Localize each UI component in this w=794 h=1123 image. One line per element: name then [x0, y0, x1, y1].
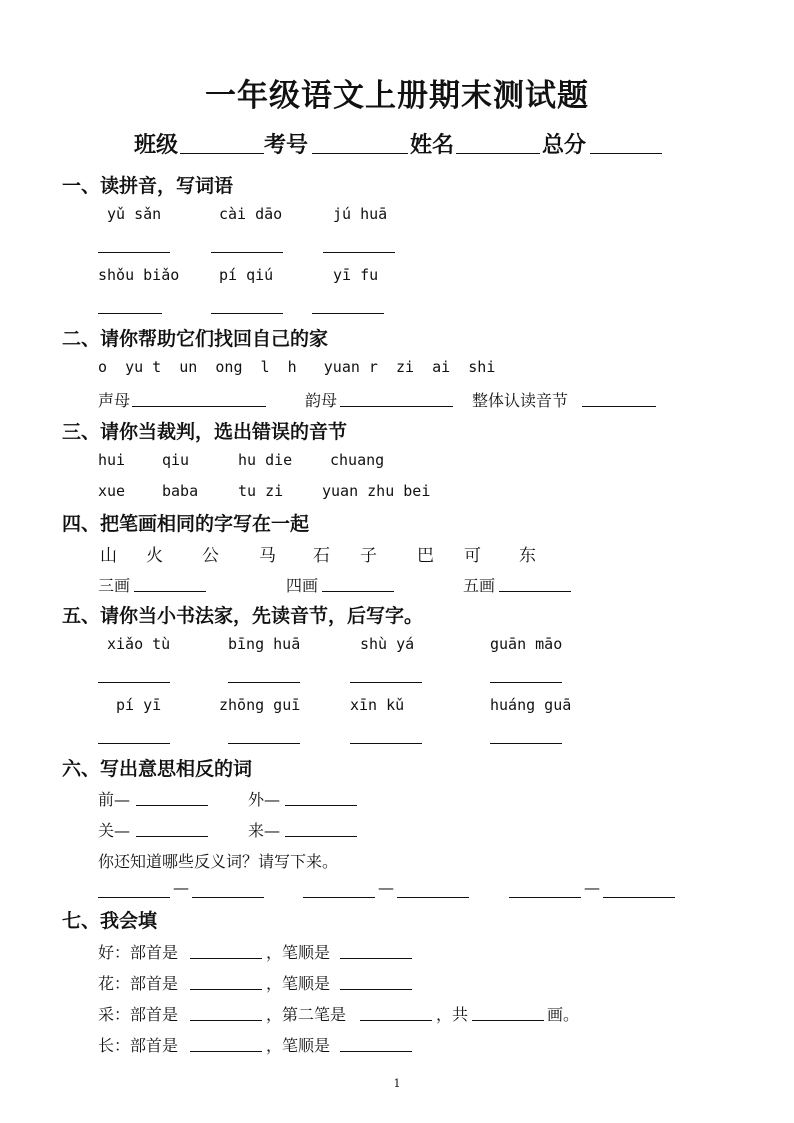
stroke-order-prompt: ，笔顺是 [266, 974, 331, 993]
syllable-option[interactable]: xue [98, 482, 126, 500]
antonym-prompt: 关— [98, 821, 131, 840]
antonym-pair-blank[interactable] [98, 897, 170, 898]
pinyin-item: guān māo [490, 635, 563, 653]
score-blank[interactable] [590, 153, 662, 154]
character: 火 [146, 546, 163, 566]
antonym-blank[interactable] [285, 836, 357, 837]
pinyin-item: jú huā [333, 205, 388, 223]
three-strokes-label: 三画 [98, 576, 131, 595]
class-blank[interactable] [180, 153, 264, 154]
radical-prompt: 花：部首是 [98, 974, 179, 993]
pinyin-item: huáng guā [490, 696, 572, 714]
three-strokes-blank[interactable] [134, 591, 206, 592]
yunmu-blank[interactable] [340, 406, 453, 407]
four-strokes-blank[interactable] [322, 591, 394, 592]
stroke-count-blank[interactable] [472, 1020, 544, 1021]
stroke-order-prompt: ，笔顺是 [266, 943, 331, 962]
section-6-heading: 六、写出意思相反的词 [62, 758, 253, 780]
character: 东 [519, 546, 536, 566]
four-strokes-label: 四画 [286, 576, 319, 595]
antonym-pair-blank[interactable] [192, 897, 264, 898]
section-3-heading: 三、请你当裁判，选出错误的音节 [62, 421, 348, 443]
antonym-pair-blank[interactable] [303, 897, 375, 898]
section-7-heading: 七、我会填 [62, 910, 158, 932]
answer-blank[interactable] [490, 743, 562, 744]
stroke-count-suffix: 画。 [547, 1005, 580, 1024]
answer-blank[interactable] [350, 682, 422, 683]
zhengti-label: 整体认读音节 [472, 391, 569, 410]
pinyin-item: xīn kǔ [350, 696, 405, 714]
answer-blank[interactable] [490, 682, 562, 683]
antonym-dash: — [378, 878, 394, 897]
antonym-pair-blank[interactable] [509, 897, 581, 898]
answer-blank[interactable] [211, 313, 283, 314]
answer-blank[interactable] [323, 252, 395, 253]
five-strokes-blank[interactable] [499, 591, 571, 592]
stroke-order-blank[interactable] [340, 1051, 412, 1052]
answer-blank[interactable] [228, 743, 300, 744]
antonym-prompt: 外— [248, 790, 281, 809]
shengmu-blank[interactable] [132, 406, 266, 407]
answer-blank[interactable] [312, 313, 384, 314]
class-label: 班级 [134, 132, 179, 158]
antonym-prompt: 前— [98, 790, 131, 809]
character: 公 [202, 546, 219, 566]
second-stroke-blank[interactable] [360, 1020, 432, 1021]
name-blank[interactable] [456, 153, 540, 154]
section-5-heading: 五、请你当小书法家，先读音节，后写字。 [62, 605, 424, 627]
stroke-order-blank[interactable] [340, 989, 412, 990]
pinyin-item: yī fu [333, 266, 379, 284]
antonym-extra-prompt: 你还知道哪些反义词？请写下来。 [98, 852, 339, 871]
antonym-blank[interactable] [136, 836, 208, 837]
character: 巴 [417, 546, 434, 566]
section-1-heading: 一、读拼音，写词语 [62, 175, 234, 197]
answer-blank[interactable] [211, 252, 283, 253]
pinyin-item: bīng huā [228, 635, 301, 653]
zhengti-blank[interactable] [582, 406, 656, 407]
character: 可 [464, 546, 481, 566]
exam-number-label: 考号 [264, 132, 309, 158]
exam-number-blank[interactable] [312, 153, 408, 154]
shengmu-label: 声母 [98, 391, 131, 410]
pinyin-item: yǔ sǎn [107, 205, 162, 223]
character: 石 [313, 546, 330, 566]
radical-blank[interactable] [190, 958, 262, 959]
radical-prompt: 采：部首是 [98, 1005, 179, 1024]
character: 山 [100, 546, 117, 566]
pinyin-item: shǒu biǎo [98, 266, 180, 284]
syllable-option[interactable]: tu zi [238, 482, 284, 500]
answer-blank[interactable] [98, 743, 170, 744]
radical-blank[interactable] [190, 1051, 262, 1052]
score-label: 总分 [542, 132, 587, 158]
antonym-dash: — [584, 878, 600, 897]
answer-blank[interactable] [98, 313, 162, 314]
page-number: 1 [393, 1077, 401, 1090]
syllable-option[interactable]: qiu [162, 451, 190, 469]
answer-blank[interactable] [98, 252, 170, 253]
five-strokes-label: 五画 [463, 576, 496, 595]
yunmu-label: 韵母 [305, 391, 338, 410]
name-label: 姓名 [410, 132, 455, 158]
section-4-heading: 四、把笔画相同的字写在一起 [62, 513, 310, 535]
syllable-option[interactable]: yuan zhu bei [322, 482, 431, 500]
syllable-option[interactable]: baba [162, 482, 199, 500]
section-2-heading: 二、请你帮助它们找回自己的家 [62, 328, 329, 350]
pinyin-item: shù yá [360, 635, 415, 653]
answer-blank[interactable] [98, 682, 170, 683]
pinyin-item: zhōng guī [219, 696, 301, 714]
syllable-list: o yu t un ong l h yuan r zi ai shi [98, 358, 496, 376]
radical-blank[interactable] [190, 989, 262, 990]
syllable-option[interactable]: hu die [238, 451, 293, 469]
radical-prompt: 长：部首是 [98, 1036, 179, 1055]
radical-prompt: 好：部首是 [98, 943, 179, 962]
syllable-option[interactable]: chuang [330, 451, 385, 469]
stroke-order-prompt: ，笔顺是 [266, 1036, 331, 1055]
syllable-option[interactable]: hui [98, 451, 126, 469]
pinyin-item: xiǎo tù [107, 635, 171, 653]
stroke-order-blank[interactable] [340, 958, 412, 959]
answer-blank[interactable] [228, 682, 300, 683]
character: 马 [259, 546, 276, 566]
radical-blank[interactable] [190, 1020, 262, 1021]
character: 子 [360, 546, 377, 566]
page-title: 一年级语文上册期末测试题 [205, 78, 589, 114]
antonym-pair-blank[interactable] [603, 897, 675, 898]
pinyin-item: pí qiú [219, 266, 274, 284]
pinyin-item: cài dāo [219, 205, 283, 223]
antonym-pair-blank[interactable] [397, 897, 469, 898]
antonym-blank[interactable] [285, 805, 357, 806]
answer-blank[interactable] [350, 743, 422, 744]
antonym-dash: — [173, 878, 189, 897]
antonym-blank[interactable] [136, 805, 208, 806]
antonym-prompt: 来— [248, 821, 281, 840]
pinyin-item: pí yī [116, 696, 162, 714]
second-stroke-prompt: ，第二笔是 [266, 1005, 347, 1024]
stroke-count-prompt: ，共 [436, 1005, 469, 1024]
